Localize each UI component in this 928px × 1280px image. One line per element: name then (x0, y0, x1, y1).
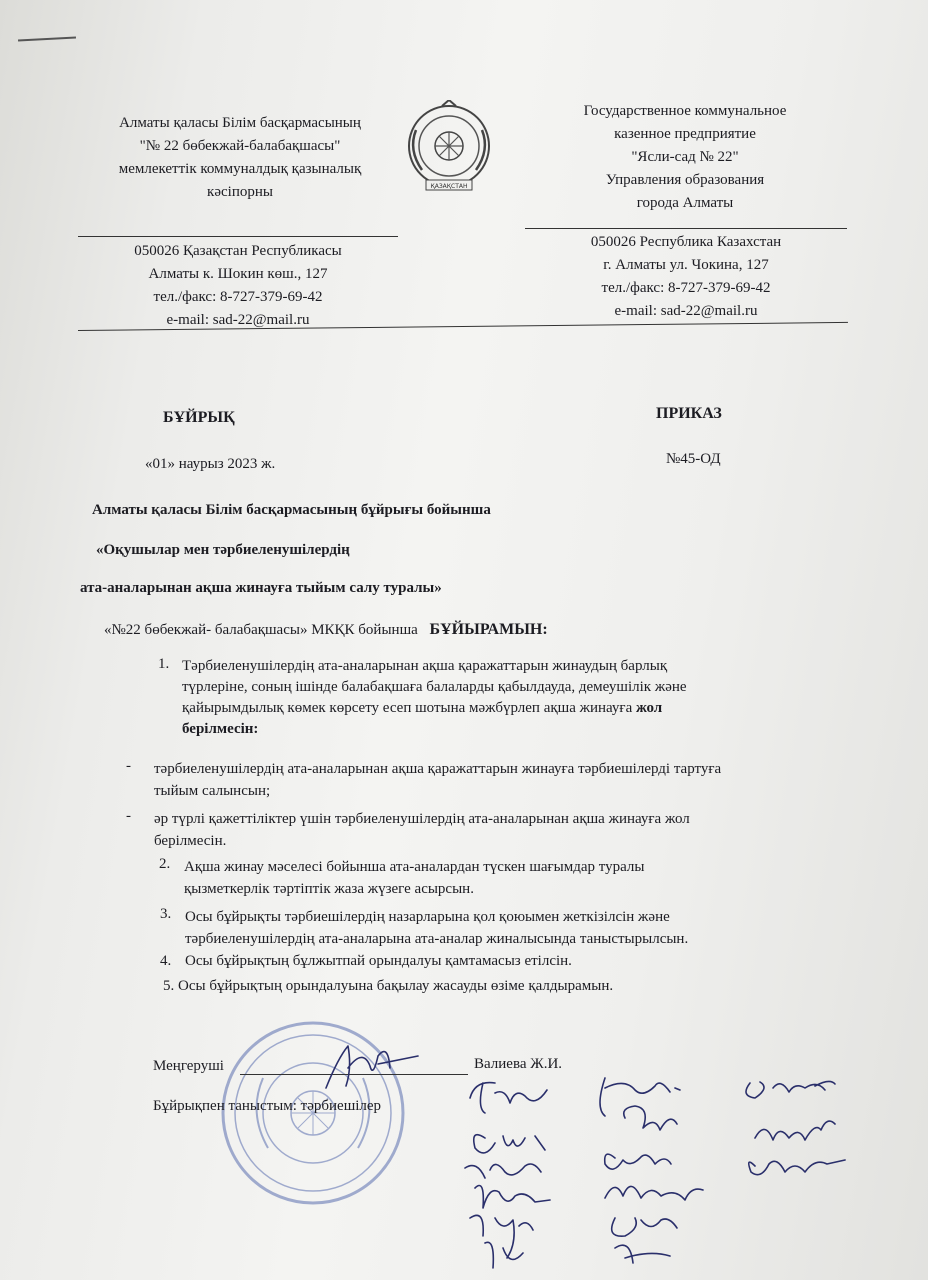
item-3-line: Осы бұйрықты тәрбиешілердің назарларына қол қоюымен жеткізілсін және (185, 909, 670, 925)
dash-1-text (154, 758, 721, 802)
address-right-line: тел./факс: 8-727-379-69-42 (601, 280, 771, 296)
header-left-line: кәсіпорны (207, 184, 273, 200)
address-left-line: e-mail: sad-22@mail.ru (166, 312, 310, 328)
intro-command: БҰЙЫРАМЫН: (429, 621, 548, 638)
header-right-line: Управления образования (605, 172, 765, 188)
emblem-caption: ҚАЗАҚСТАН (430, 183, 468, 190)
address-left (78, 240, 398, 332)
acquainted-label: Бұйрықпен таныстым: тәрбиешілер (153, 1098, 382, 1114)
item-number: 1. (158, 656, 170, 672)
header-rule-right (525, 228, 847, 229)
dash-2-text (154, 808, 690, 852)
dash-mark: - (126, 758, 131, 774)
item-1-text (182, 656, 687, 740)
header-rule-left (78, 236, 398, 237)
item-4-text: Осы бұйрықтың бұлжытпай орындалуы қамтамасыз етілсін. (185, 953, 572, 969)
address-left-line: Алматы к. Шокин көш., 127 (148, 266, 328, 282)
order-title-ru: ПРИКАЗ (656, 405, 722, 422)
corner-crease (18, 36, 76, 41)
intro-text: «№22 бөбекжай- балабақшасы» МКҚК бойынша (104, 622, 418, 638)
address-right-line: г. Алматы ул. Чокина, 127 (603, 257, 769, 273)
item-1-line: берілмесін: (182, 721, 259, 737)
director-role: Меңгеруші (153, 1058, 224, 1074)
address-right-line: 050026 Республика Казахстан (590, 234, 782, 250)
dash-1-line: тыйым салынсын; (154, 783, 271, 799)
item-3-text (185, 906, 688, 950)
address-right-line: e-mail: sad-22@mail.ru (614, 303, 758, 319)
item-1-line-text: қайырымдылық көмек көрсету есеп шотына мәжбүрлеп ақша жинауға (182, 700, 633, 716)
header-right-line: казенное предприятие (614, 126, 756, 142)
item-5-text: 5. Осы бұйрықтың орындалуына бақылау жасауды өзіме қалдырамын. (163, 978, 614, 994)
item-1-line: түрлеріне, соның ішінде балабақшаға балаларды қабылдауда, демеушілік және (182, 679, 687, 695)
state-emblem-icon (404, 100, 494, 196)
director-name: Валиева Ж.И. (474, 1056, 563, 1072)
header-left-line: "№ 22 бөбекжай-балабақшасы" (139, 138, 341, 154)
item-number: 2. (159, 856, 171, 872)
subject-line: Алматы қаласы Білім басқармасының бұйрығы бойынша (92, 502, 491, 518)
header-right-org (525, 100, 845, 215)
teacher-signatures-icon (455, 1068, 875, 1278)
item-1-line (182, 698, 687, 719)
order-date: «01» наурыз 2023 ж. (145, 456, 276, 472)
header-left-org (80, 112, 400, 204)
order-title-kz: БҰЙРЫҚ (163, 409, 235, 426)
header-left-line: мемлекеттік коммуналдық қазыналық (118, 161, 362, 177)
address-left-line: тел./факс: 8-727-379-69-42 (153, 289, 323, 305)
subject-line: «Оқушылар мен тәрбиеленушілердің (96, 542, 350, 558)
dash-mark: - (126, 808, 131, 824)
subject-line: ата-аналарынан ақша жинауға тыйым салу туралы» (80, 580, 442, 596)
item-number: 3. (160, 906, 172, 922)
item-2-text (184, 856, 645, 900)
item-3-line: тәрбиеленушілердің ата-аналарына ата-аналар жиналысында таныстырылсын. (185, 931, 689, 947)
dash-2-line: әр түрлі қажеттіліктер үшін тәрбиеленушілердің ата-аналарынан ақша жинауға жол (154, 811, 690, 827)
item-2-line: қызметкерлік тәртіптік жаза жүзеге асырсын. (184, 881, 474, 897)
item-2-line: Ақша жинау мәселесі бойынша ата-аналардан түскен шағымдар туралы (184, 859, 645, 875)
item-1-line: Тәрбиеленушілердің ата-аналарынан ақша қаражаттарын жинаудың барлық (182, 658, 668, 674)
header-right-line: города Алматы (636, 195, 734, 211)
header-right-line: Государственное коммунальное (583, 103, 787, 119)
address-left-line: 050026 Қазақстан Республикасы (134, 243, 342, 259)
item-number: 4. (160, 953, 172, 969)
intro-line (104, 621, 548, 639)
item-1-bold: жол (635, 700, 663, 716)
dash-2-line: берілмесін. (154, 833, 227, 849)
header-right-line: "Ясли-сад № 22" (631, 149, 739, 165)
order-number: №45-ОД (666, 451, 721, 467)
director-signature-icon (318, 1038, 428, 1098)
dash-1-line: тәрбиеленушілердің ата-аналарынан ақша қаражаттарын жинауға тәрбиешілерді тартуға (154, 761, 722, 777)
header-left-line: Алматы қаласы Білім басқармасының (119, 115, 361, 131)
address-right (525, 231, 847, 323)
